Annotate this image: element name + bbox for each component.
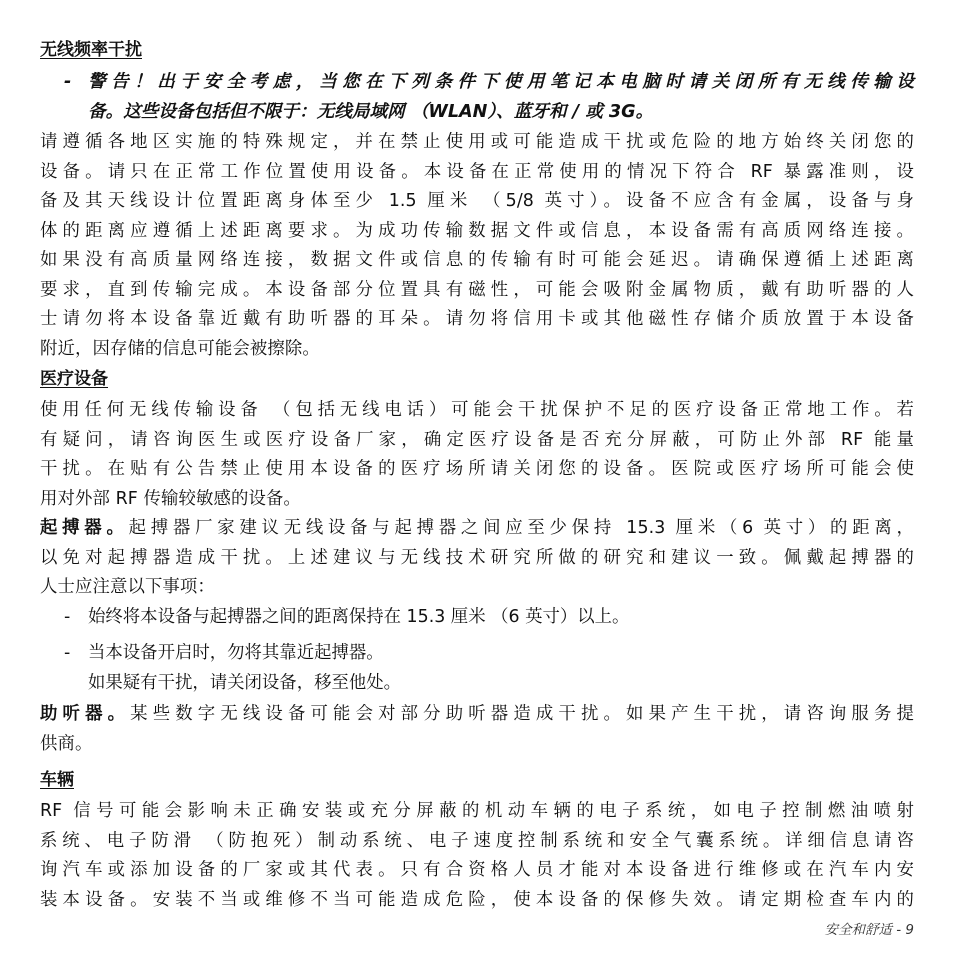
paragraph-line: 装本设备。安装不当或维修不当可能造成危险，使本设备的保修失效。请定期检查车内的	[40, 889, 914, 910]
paragraph-line: 请遵循各地区实施的特殊规定，并在禁止使用或可能造成干扰或危险的地方始终关闭您的	[40, 132, 914, 152]
warning-note	[40, 68, 914, 127]
paragraph-line	[40, 700, 914, 730]
list-item	[40, 603, 914, 633]
paragraph-line: 人士应注意以下事项：	[40, 577, 215, 597]
hearing-aid-lead: 助听器。	[40, 704, 131, 724]
pacemaker-lead: 起搏器。	[40, 518, 129, 538]
bullet-text: 当本设备开启时，勿将其靠近起搏器。	[88, 643, 384, 663]
paragraph-line: 用对外部 RF 传输较敏感的设备。	[40, 488, 301, 509]
paragraph-line: 体的距离应遵循上述距离要求。为成功传输数据文件或信息，本设备需有高质网络连接。	[40, 220, 914, 241]
paragraph-line: 有疑问，请咨询医生或医疗设备厂家，确定医疗设备是否充分屏蔽，可防止外部 RF 能量	[40, 429, 914, 450]
paragraph-line: 士请勿将本设备靠近戴有助听器的耳朵。请勿将信用卡或其他磁性存储介质放置于本设备	[40, 309, 914, 329]
warning-dash: -	[64, 72, 72, 92]
bullet-text: 始终将本设备与起搏器之间的距离保持在 15.3 厘米 （6 英寸）以上。	[88, 607, 630, 627]
pacemaker-line-1: 起搏器厂家建议无线设备与起搏器之间应至少保持 15.3 厘米（6 英寸）的距离，	[128, 518, 915, 538]
bullet-text: 如果疑有干扰，请关闭设备，移至他处。	[88, 672, 402, 693]
section-heading-medical: 医疗设备	[40, 369, 108, 389]
warning-line-2: 备。这些设备包括但不限于：无线局域网 （WLAN）、蓝牙和 / 或 3G。	[88, 101, 654, 122]
bullet-dash: -	[64, 643, 71, 663]
section-heading-vehicles: 车辆	[40, 770, 74, 790]
paragraph-line: 设备。请只在正常工作位置使用设备。本设备在正常使用的情况下符合 RF 暴露准则，设	[40, 161, 914, 182]
paragraph-line: 系统、电子防滑 （防抱死）制动系统、电子速度控制系统和安全气囊系统。详细信息请咨	[40, 830, 914, 851]
page-footer: 安全和舒适 - 9	[824, 922, 914, 938]
warning-line-1: 警告！出于安全考虑，当您在下列条件下使用笔记本电脑时请关闭所有无线传输设	[88, 72, 914, 92]
vehicles-paragraph	[40, 797, 914, 915]
list-item	[40, 639, 914, 699]
paragraph-line: 询汽车或添加设备的厂家或其代表。只有合资格人员才能对本设备进行维修或在汽车内安	[40, 860, 914, 880]
paragraph-line: 要求，直到传输完成。本设备部分位置具有磁性，可能会吸附金属物质，戴有助听器的人	[40, 279, 914, 300]
hearing-line-1: 某些数字无线设备可能会对部分助听器造成干扰。如果产生干扰，请咨询服务提	[130, 704, 914, 724]
paragraph-line: 使用任何无线传输设备 （包括无线电话）可能会干扰保护不足的医疗设备正常地工作。若	[40, 400, 914, 420]
paragraph-line: 干扰。在贴有公告禁止使用本设备的医疗场所请关闭您的设备。医院或医疗场所可能会使	[40, 459, 914, 479]
bullet-dash: -	[64, 607, 71, 627]
paragraph-line	[40, 514, 914, 544]
section-heading-wireless: 无线频率干扰	[40, 40, 142, 60]
paragraph-line: 备及其天线设计位置距离身体至少 1.5 厘米 （5/8 英寸）。设备不应含有金属，设备与身	[40, 191, 914, 211]
wireless-paragraph	[40, 128, 914, 364]
medical-paragraph	[40, 396, 914, 514]
paragraph-line: 附近，因存储的信息可能会被擦除。	[40, 338, 320, 359]
paragraph-line: RF 信号可能会影响未正确安装或充分屏蔽的机动车辆的电子系统，如电子控制燃油喷射	[40, 801, 914, 821]
paragraph-line: 以免对起搏器造成干扰。上述建议与无线技术研究所做的研究和建议一致。佩戴起搏器的	[40, 547, 914, 568]
hearing-aid-paragraph	[40, 700, 914, 759]
pacemaker-paragraph	[40, 514, 914, 603]
paragraph-line: 如果没有高质量网络连接，数据文件或信息的传输有时可能会延迟。请确保遵循上述距离	[40, 250, 914, 270]
paragraph-line: 供商。	[40, 733, 93, 754]
